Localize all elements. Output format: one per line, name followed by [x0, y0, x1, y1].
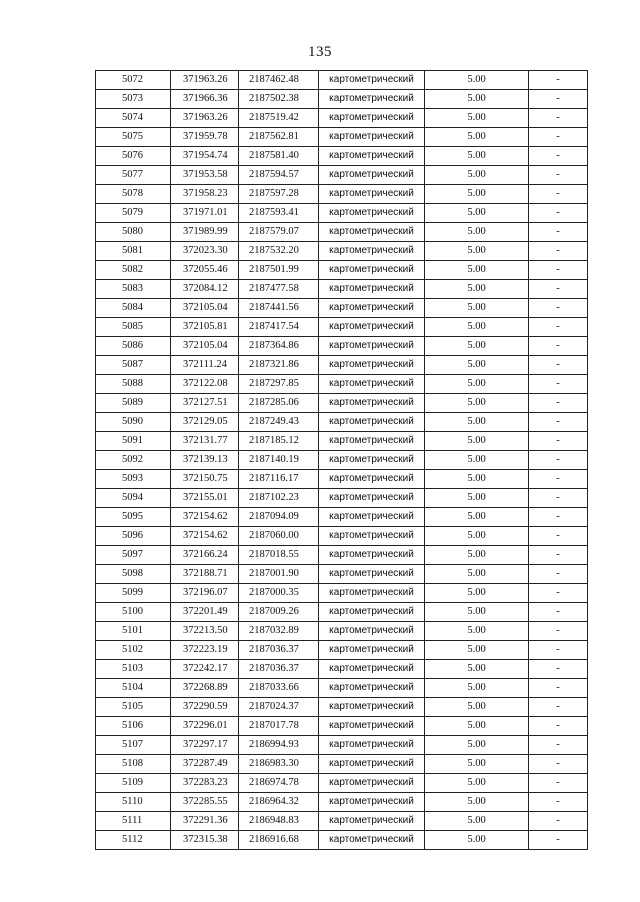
y-coordinate-cell: 2187102.23 [239, 489, 319, 508]
method-cell: картометрический [319, 793, 425, 812]
point-number-cell: 5080 [96, 223, 171, 242]
note-cell: - [529, 603, 588, 622]
x-coordinate-cell: 372287.49 [171, 755, 239, 774]
table-row [96, 812, 588, 831]
method-cell: картометрический [319, 261, 425, 280]
accuracy-cell: 5.00 [425, 603, 529, 622]
method-cell: картометрический [319, 128, 425, 147]
note-cell: - [529, 831, 588, 850]
note-cell: - [529, 546, 588, 565]
point-number-cell: 5082 [96, 261, 171, 280]
y-coordinate-cell: 2187001.90 [239, 565, 319, 584]
y-coordinate-cell: 2186948.83 [239, 812, 319, 831]
accuracy-cell: 5.00 [425, 812, 529, 831]
table-row [96, 356, 588, 375]
x-coordinate-cell: 372055.46 [171, 261, 239, 280]
point-number-cell: 5089 [96, 394, 171, 413]
accuracy-cell: 5.00 [425, 280, 529, 299]
method-cell: картометрический [319, 527, 425, 546]
table-row [96, 527, 588, 546]
y-coordinate-cell: 2187594.57 [239, 166, 319, 185]
note-cell: - [529, 147, 588, 166]
method-cell: картометрический [319, 299, 425, 318]
accuracy-cell: 5.00 [425, 204, 529, 223]
x-coordinate-cell: 372139.13 [171, 451, 239, 470]
table-row [96, 318, 588, 337]
point-number-cell: 5085 [96, 318, 171, 337]
x-coordinate-cell: 372122.08 [171, 375, 239, 394]
y-coordinate-cell: 2187462.48 [239, 71, 319, 90]
table-row [96, 432, 588, 451]
point-number-cell: 5097 [96, 546, 171, 565]
x-coordinate-cell: 372315.38 [171, 831, 239, 850]
y-coordinate-cell: 2187116.17 [239, 470, 319, 489]
table-row [96, 261, 588, 280]
x-coordinate-cell: 372291.36 [171, 812, 239, 831]
method-cell: картометрический [319, 318, 425, 337]
method-cell: картометрический [319, 698, 425, 717]
y-coordinate-cell: 2187036.37 [239, 641, 319, 660]
y-coordinate-cell: 2187017.78 [239, 717, 319, 736]
accuracy-cell: 5.00 [425, 299, 529, 318]
accuracy-cell: 5.00 [425, 831, 529, 850]
note-cell: - [529, 679, 588, 698]
x-coordinate-cell: 372023.30 [171, 242, 239, 261]
y-coordinate-cell: 2186994.93 [239, 736, 319, 755]
note-cell: - [529, 755, 588, 774]
method-cell: картометрический [319, 565, 425, 584]
point-number-cell: 5094 [96, 489, 171, 508]
method-cell: картометрический [319, 622, 425, 641]
accuracy-cell: 5.00 [425, 223, 529, 242]
point-number-cell: 5079 [96, 204, 171, 223]
note-cell: - [529, 584, 588, 603]
accuracy-cell: 5.00 [425, 109, 529, 128]
table-row [96, 299, 588, 318]
point-number-cell: 5084 [96, 299, 171, 318]
method-cell: картометрический [319, 546, 425, 565]
method-cell: картометрический [319, 280, 425, 299]
coordinates-table [95, 70, 588, 850]
y-coordinate-cell: 2187441.56 [239, 299, 319, 318]
table-row [96, 546, 588, 565]
y-coordinate-cell: 2187597.28 [239, 185, 319, 204]
y-coordinate-cell: 2187519.42 [239, 109, 319, 128]
accuracy-cell: 5.00 [425, 546, 529, 565]
method-cell: картометрический [319, 394, 425, 413]
accuracy-cell: 5.00 [425, 185, 529, 204]
x-coordinate-cell: 372213.50 [171, 622, 239, 641]
table-row [96, 90, 588, 109]
method-cell: картометрический [319, 375, 425, 394]
y-coordinate-cell: 2187501.99 [239, 261, 319, 280]
point-number-cell: 5101 [96, 622, 171, 641]
y-coordinate-cell: 2187009.26 [239, 603, 319, 622]
x-coordinate-cell: 372285.55 [171, 793, 239, 812]
note-cell: - [529, 166, 588, 185]
accuracy-cell: 5.00 [425, 128, 529, 147]
point-number-cell: 5108 [96, 755, 171, 774]
point-number-cell: 5100 [96, 603, 171, 622]
accuracy-cell: 5.00 [425, 71, 529, 90]
x-coordinate-cell: 371971.01 [171, 204, 239, 223]
y-coordinate-cell: 2187032.89 [239, 622, 319, 641]
accuracy-cell: 5.00 [425, 90, 529, 109]
table-row [96, 736, 588, 755]
x-coordinate-cell: 372188.71 [171, 565, 239, 584]
x-coordinate-cell: 371963.26 [171, 71, 239, 90]
method-cell: картометрический [319, 736, 425, 755]
x-coordinate-cell: 372111.24 [171, 356, 239, 375]
table-row [96, 755, 588, 774]
method-cell: картометрический [319, 812, 425, 831]
y-coordinate-cell: 2186916.68 [239, 831, 319, 850]
note-cell: - [529, 774, 588, 793]
accuracy-cell: 5.00 [425, 641, 529, 660]
method-cell: картометрический [319, 660, 425, 679]
accuracy-cell: 5.00 [425, 451, 529, 470]
note-cell: - [529, 698, 588, 717]
y-coordinate-cell: 2187364.86 [239, 337, 319, 356]
accuracy-cell: 5.00 [425, 413, 529, 432]
y-coordinate-cell: 2187297.85 [239, 375, 319, 394]
x-coordinate-cell: 372166.24 [171, 546, 239, 565]
x-coordinate-cell: 372129.05 [171, 413, 239, 432]
note-cell: - [529, 223, 588, 242]
x-coordinate-cell: 372084.12 [171, 280, 239, 299]
x-coordinate-cell: 372127.51 [171, 394, 239, 413]
accuracy-cell: 5.00 [425, 394, 529, 413]
note-cell: - [529, 508, 588, 527]
point-number-cell: 5095 [96, 508, 171, 527]
table-row [96, 337, 588, 356]
note-cell: - [529, 394, 588, 413]
table-row [96, 166, 588, 185]
x-coordinate-cell: 372268.89 [171, 679, 239, 698]
accuracy-cell: 5.00 [425, 622, 529, 641]
point-number-cell: 5073 [96, 90, 171, 109]
x-coordinate-cell: 372154.62 [171, 508, 239, 527]
x-coordinate-cell: 372283.23 [171, 774, 239, 793]
accuracy-cell: 5.00 [425, 660, 529, 679]
table-row [96, 774, 588, 793]
y-coordinate-cell: 2187018.55 [239, 546, 319, 565]
point-number-cell: 5106 [96, 717, 171, 736]
accuracy-cell: 5.00 [425, 755, 529, 774]
y-coordinate-cell: 2187562.81 [239, 128, 319, 147]
method-cell: картометрический [319, 166, 425, 185]
note-cell: - [529, 356, 588, 375]
point-number-cell: 5112 [96, 831, 171, 850]
point-number-cell: 5077 [96, 166, 171, 185]
table-row [96, 660, 588, 679]
accuracy-cell: 5.00 [425, 147, 529, 166]
x-coordinate-cell: 371958.23 [171, 185, 239, 204]
table-row [96, 280, 588, 299]
y-coordinate-cell: 2187579.07 [239, 223, 319, 242]
method-cell: картометрический [319, 337, 425, 356]
table-row [96, 622, 588, 641]
note-cell: - [529, 109, 588, 128]
table-row [96, 489, 588, 508]
table-row [96, 508, 588, 527]
point-number-cell: 5092 [96, 451, 171, 470]
note-cell: - [529, 470, 588, 489]
point-number-cell: 5093 [96, 470, 171, 489]
point-number-cell: 5090 [96, 413, 171, 432]
method-cell: картометрический [319, 641, 425, 660]
y-coordinate-cell: 2187581.40 [239, 147, 319, 166]
x-coordinate-cell: 372242.17 [171, 660, 239, 679]
y-coordinate-cell: 2187477.58 [239, 280, 319, 299]
method-cell: картометрический [319, 223, 425, 242]
accuracy-cell: 5.00 [425, 318, 529, 337]
accuracy-cell: 5.00 [425, 565, 529, 584]
note-cell: - [529, 432, 588, 451]
accuracy-cell: 5.00 [425, 679, 529, 698]
note-cell: - [529, 128, 588, 147]
y-coordinate-cell: 2187094.09 [239, 508, 319, 527]
note-cell: - [529, 413, 588, 432]
table-row [96, 717, 588, 736]
accuracy-cell: 5.00 [425, 774, 529, 793]
y-coordinate-cell: 2187024.37 [239, 698, 319, 717]
note-cell: - [529, 717, 588, 736]
table-row [96, 128, 588, 147]
method-cell: картометрический [319, 90, 425, 109]
note-cell: - [529, 375, 588, 394]
method-cell: картометрический [319, 204, 425, 223]
table-row [96, 109, 588, 128]
note-cell: - [529, 204, 588, 223]
accuracy-cell: 5.00 [425, 337, 529, 356]
y-coordinate-cell: 2187185.12 [239, 432, 319, 451]
method-cell: картометрический [319, 470, 425, 489]
table-row [96, 641, 588, 660]
y-coordinate-cell: 2187140.19 [239, 451, 319, 470]
table-row [96, 584, 588, 603]
method-cell: картометрический [319, 147, 425, 166]
point-number-cell: 5078 [96, 185, 171, 204]
point-number-cell: 5098 [96, 565, 171, 584]
x-coordinate-cell: 371989.99 [171, 223, 239, 242]
method-cell: картометрический [319, 242, 425, 261]
method-cell: картометрический [319, 109, 425, 128]
accuracy-cell: 5.00 [425, 527, 529, 546]
method-cell: картометрический [319, 774, 425, 793]
accuracy-cell: 5.00 [425, 717, 529, 736]
note-cell: - [529, 641, 588, 660]
note-cell: - [529, 793, 588, 812]
accuracy-cell: 5.00 [425, 166, 529, 185]
y-coordinate-cell: 2186964.32 [239, 793, 319, 812]
x-coordinate-cell: 372131.77 [171, 432, 239, 451]
y-coordinate-cell: 2187417.54 [239, 318, 319, 337]
point-number-cell: 5091 [96, 432, 171, 451]
method-cell: картометрический [319, 451, 425, 470]
x-coordinate-cell: 372297.17 [171, 736, 239, 755]
note-cell: - [529, 318, 588, 337]
point-number-cell: 5110 [96, 793, 171, 812]
y-coordinate-cell: 2186983.30 [239, 755, 319, 774]
y-coordinate-cell: 2187000.35 [239, 584, 319, 603]
y-coordinate-cell: 2187321.86 [239, 356, 319, 375]
accuracy-cell: 5.00 [425, 470, 529, 489]
y-coordinate-cell: 2187502.38 [239, 90, 319, 109]
x-coordinate-cell: 372105.04 [171, 299, 239, 318]
x-coordinate-cell: 371959.78 [171, 128, 239, 147]
method-cell: картометрический [319, 432, 425, 451]
table-row [96, 470, 588, 489]
table-row [96, 204, 588, 223]
note-cell: - [529, 527, 588, 546]
accuracy-cell: 5.00 [425, 508, 529, 527]
x-coordinate-cell: 371963.26 [171, 109, 239, 128]
note-cell: - [529, 261, 588, 280]
table-row [96, 242, 588, 261]
point-number-cell: 5111 [96, 812, 171, 831]
note-cell: - [529, 90, 588, 109]
method-cell: картометрический [319, 356, 425, 375]
note-cell: - [529, 736, 588, 755]
y-coordinate-cell: 2187249.43 [239, 413, 319, 432]
note-cell: - [529, 299, 588, 318]
method-cell: картометрический [319, 508, 425, 527]
point-number-cell: 5074 [96, 109, 171, 128]
accuracy-cell: 5.00 [425, 584, 529, 603]
table-row [96, 394, 588, 413]
x-coordinate-cell: 372154.62 [171, 527, 239, 546]
method-cell: картометрический [319, 679, 425, 698]
y-coordinate-cell: 2187033.66 [239, 679, 319, 698]
table-row [96, 603, 588, 622]
note-cell: - [529, 280, 588, 299]
point-number-cell: 5076 [96, 147, 171, 166]
note-cell: - [529, 71, 588, 90]
table-row [96, 451, 588, 470]
y-coordinate-cell: 2187285.06 [239, 394, 319, 413]
table-row [96, 413, 588, 432]
point-number-cell: 5087 [96, 356, 171, 375]
y-coordinate-cell: 2187532.20 [239, 242, 319, 261]
note-cell: - [529, 337, 588, 356]
table-row [96, 71, 588, 90]
point-number-cell: 5096 [96, 527, 171, 546]
note-cell: - [529, 242, 588, 261]
point-number-cell: 5104 [96, 679, 171, 698]
method-cell: картометрический [319, 584, 425, 603]
accuracy-cell: 5.00 [425, 375, 529, 394]
x-coordinate-cell: 372290.59 [171, 698, 239, 717]
accuracy-cell: 5.00 [425, 736, 529, 755]
method-cell: картометрический [319, 413, 425, 432]
x-coordinate-cell: 371966.36 [171, 90, 239, 109]
table-row [96, 679, 588, 698]
note-cell: - [529, 565, 588, 584]
note-cell: - [529, 489, 588, 508]
method-cell: картометрический [319, 755, 425, 774]
x-coordinate-cell: 372296.01 [171, 717, 239, 736]
point-number-cell: 5088 [96, 375, 171, 394]
table-row [96, 223, 588, 242]
table-row [96, 831, 588, 850]
table-row [96, 375, 588, 394]
point-number-cell: 5103 [96, 660, 171, 679]
table-row [96, 698, 588, 717]
accuracy-cell: 5.00 [425, 793, 529, 812]
note-cell: - [529, 812, 588, 831]
note-cell: - [529, 185, 588, 204]
page-number: 135 [308, 44, 332, 60]
y-coordinate-cell: 2187036.37 [239, 660, 319, 679]
table-row [96, 147, 588, 166]
x-coordinate-cell: 371954.74 [171, 147, 239, 166]
point-number-cell: 5075 [96, 128, 171, 147]
point-number-cell: 5105 [96, 698, 171, 717]
accuracy-cell: 5.00 [425, 356, 529, 375]
note-cell: - [529, 622, 588, 641]
accuracy-cell: 5.00 [425, 698, 529, 717]
point-number-cell: 5107 [96, 736, 171, 755]
method-cell: картометрический [319, 831, 425, 850]
table-body [96, 71, 588, 850]
x-coordinate-cell: 372150.75 [171, 470, 239, 489]
accuracy-cell: 5.00 [425, 261, 529, 280]
method-cell: картометрический [319, 717, 425, 736]
x-coordinate-cell: 372201.49 [171, 603, 239, 622]
accuracy-cell: 5.00 [425, 432, 529, 451]
note-cell: - [529, 451, 588, 470]
method-cell: картометрический [319, 489, 425, 508]
point-number-cell: 5072 [96, 71, 171, 90]
accuracy-cell: 5.00 [425, 242, 529, 261]
y-coordinate-cell: 2187060.00 [239, 527, 319, 546]
point-number-cell: 5086 [96, 337, 171, 356]
point-number-cell: 5099 [96, 584, 171, 603]
table-row [96, 185, 588, 204]
x-coordinate-cell: 372155.01 [171, 489, 239, 508]
x-coordinate-cell: 372105.81 [171, 318, 239, 337]
y-coordinate-cell: 2186974.78 [239, 774, 319, 793]
accuracy-cell: 5.00 [425, 489, 529, 508]
method-cell: картометрический [319, 185, 425, 204]
method-cell: картометрический [319, 603, 425, 622]
point-number-cell: 5102 [96, 641, 171, 660]
x-coordinate-cell: 371953.58 [171, 166, 239, 185]
point-number-cell: 5081 [96, 242, 171, 261]
note-cell: - [529, 660, 588, 679]
method-cell: картометрический [319, 71, 425, 90]
table-row [96, 565, 588, 584]
y-coordinate-cell: 2187593.41 [239, 204, 319, 223]
table-row [96, 793, 588, 812]
point-number-cell: 5083 [96, 280, 171, 299]
x-coordinate-cell: 372196.07 [171, 584, 239, 603]
x-coordinate-cell: 372105.04 [171, 337, 239, 356]
x-coordinate-cell: 372223.19 [171, 641, 239, 660]
point-number-cell: 5109 [96, 774, 171, 793]
